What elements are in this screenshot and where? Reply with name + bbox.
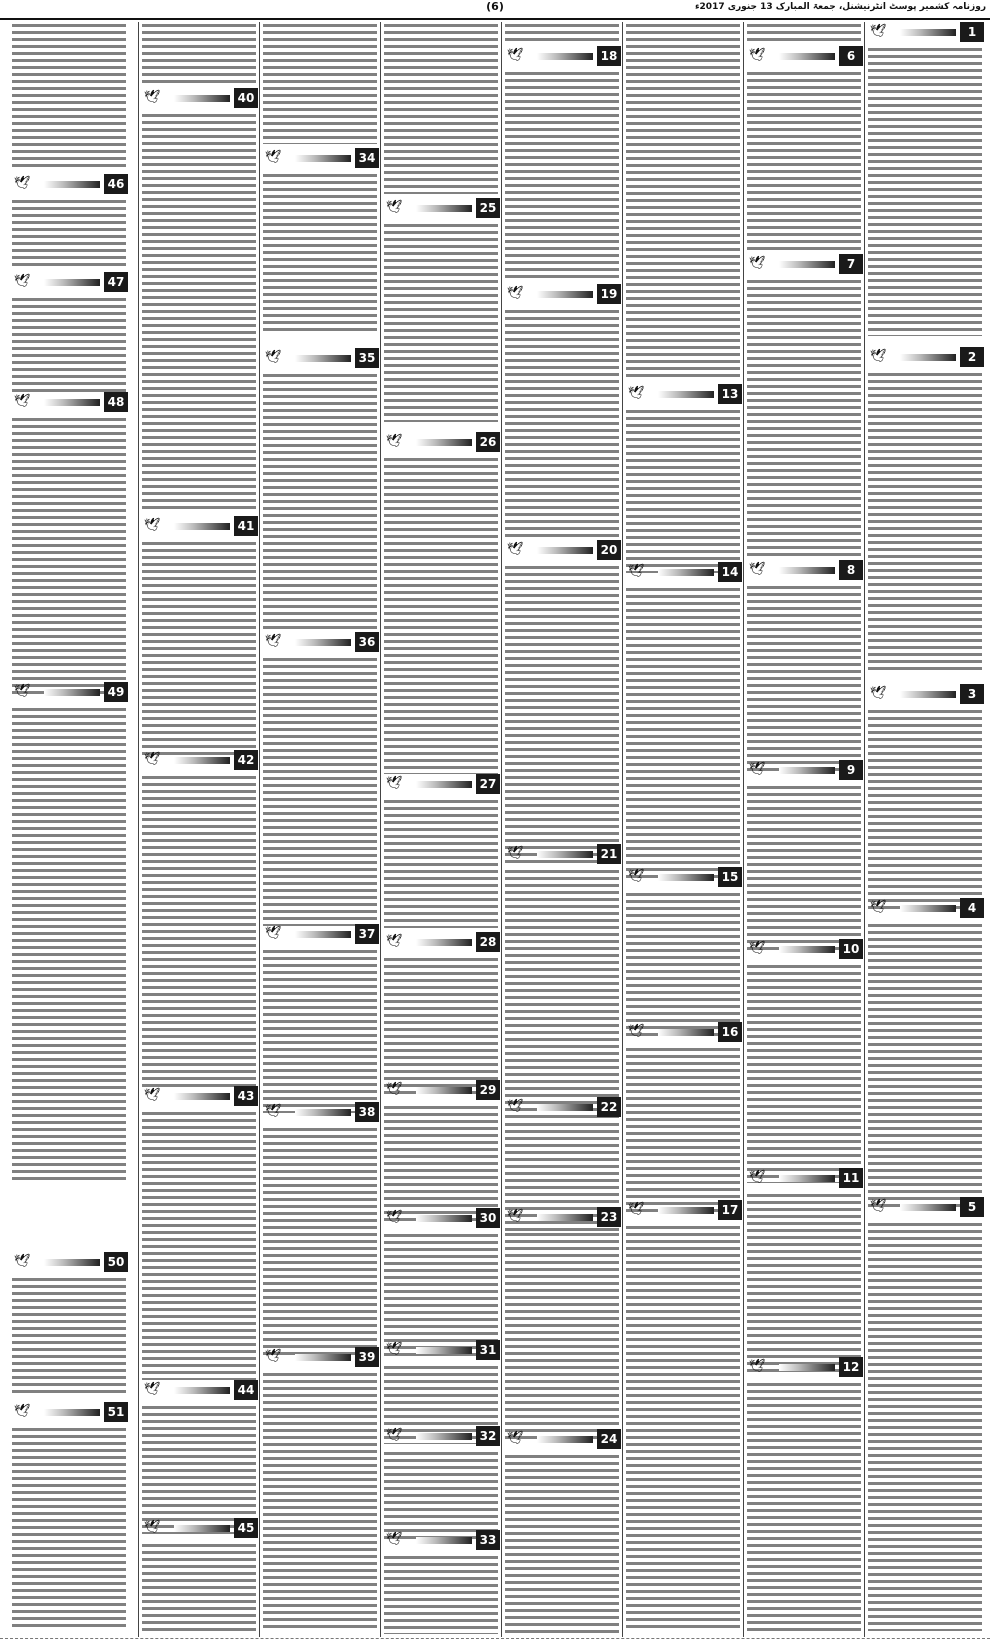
article-text	[384, 798, 498, 928]
news-item	[866, 347, 984, 369]
item-header-bar	[537, 1104, 593, 1111]
item-number: 28	[476, 932, 500, 952]
dove-icon: 🕊	[628, 1024, 645, 1039]
article-text	[505, 1231, 619, 1441]
item-header-bar	[416, 205, 472, 212]
item-header-bar	[900, 354, 956, 361]
dove-icon: 🕊	[386, 1532, 403, 1547]
column-5	[382, 22, 500, 1637]
article-text	[263, 1371, 377, 1631]
news-item	[261, 148, 379, 170]
dove-icon: 🕊	[144, 752, 161, 767]
article-text	[263, 372, 377, 632]
item-number: 45	[234, 1518, 258, 1538]
dove-icon: 🕊	[386, 1342, 403, 1357]
item-number: 37	[355, 924, 379, 944]
item-number: 35	[355, 348, 379, 368]
dove-icon: 🕊	[507, 286, 524, 301]
item-header-bar	[779, 53, 835, 60]
item-number: 33	[476, 1530, 500, 1550]
dove-icon: 🕊	[386, 1428, 403, 1443]
article-text	[626, 408, 740, 573]
item-header-bar	[295, 155, 351, 162]
article-text	[263, 656, 377, 926]
news-item	[382, 432, 500, 454]
item-number: 32	[476, 1426, 500, 1446]
dove-icon: 🕊	[265, 634, 282, 649]
item-number: 3	[960, 684, 984, 704]
news-item	[261, 1102, 379, 1124]
dove-icon: 🕊	[265, 1104, 282, 1119]
news-item	[866, 1197, 984, 1219]
item-header-bar	[416, 1087, 472, 1094]
item-header-bar	[174, 95, 230, 102]
item-header-bar	[900, 29, 956, 36]
item-number: 27	[476, 774, 500, 794]
item-header-bar	[658, 1207, 714, 1214]
news-item	[503, 1429, 621, 1451]
column-rule	[138, 22, 139, 1637]
item-number: 47	[104, 272, 128, 292]
article-text	[12, 22, 126, 167]
dove-icon: 🕊	[870, 24, 887, 39]
dove-icon: 🕊	[265, 350, 282, 365]
item-header-bar	[537, 1436, 593, 1443]
article-text	[263, 1126, 377, 1356]
news-item	[745, 1357, 863, 1379]
article-text	[384, 1232, 498, 1357]
article-text	[12, 198, 126, 270]
dove-icon: 🕊	[14, 176, 31, 191]
dove-icon: 🕊	[628, 386, 645, 401]
article-text	[384, 456, 498, 774]
column-8	[10, 22, 128, 1637]
news-item	[745, 254, 863, 276]
item-header-bar	[295, 1354, 351, 1361]
item-number: 18	[597, 46, 621, 66]
news-item	[382, 932, 500, 954]
news-item	[624, 384, 742, 406]
item-header-bar	[658, 1029, 714, 1036]
news-item	[382, 1208, 500, 1230]
item-header-bar	[658, 569, 714, 576]
item-number: 31	[476, 1340, 500, 1360]
item-header-bar	[779, 261, 835, 268]
column-rule	[743, 22, 744, 1637]
column-4	[503, 22, 621, 1637]
dove-icon: 🕊	[14, 684, 31, 699]
news-item	[140, 1380, 258, 1402]
dove-icon: 🕊	[870, 900, 887, 915]
news-item	[140, 1086, 258, 1108]
dove-icon: 🕊	[628, 1202, 645, 1217]
column-2	[745, 22, 863, 1637]
item-header-bar	[174, 757, 230, 764]
item-header-bar	[44, 399, 100, 406]
article-text	[384, 22, 498, 194]
article-text	[626, 1046, 740, 1216]
item-header-bar	[174, 1387, 230, 1394]
item-header-bar	[44, 1409, 100, 1416]
news-item	[10, 682, 128, 704]
dove-icon: 🕊	[749, 48, 766, 63]
item-number: 13	[718, 384, 742, 404]
item-number: 41	[234, 516, 258, 536]
news-item	[382, 198, 500, 220]
item-number: 43	[234, 1086, 258, 1106]
item-header-bar	[537, 851, 593, 858]
article-text	[868, 371, 982, 671]
news-item	[745, 560, 863, 582]
item-number: 22	[597, 1097, 621, 1117]
dove-icon: 🕊	[14, 394, 31, 409]
column-6	[261, 22, 379, 1637]
dove-icon: 🕊	[507, 1209, 524, 1224]
item-number: 15	[718, 867, 742, 887]
item-header-bar	[295, 639, 351, 646]
item-header-bar	[658, 874, 714, 881]
item-header-bar	[779, 1364, 835, 1371]
item-number: 8	[839, 560, 863, 580]
column-7	[140, 22, 258, 1637]
dove-icon: 🕊	[14, 1254, 31, 1269]
item-header-bar	[779, 1175, 835, 1182]
article-text	[626, 586, 740, 881]
article-text	[384, 1554, 498, 1634]
item-number: 23	[597, 1207, 621, 1227]
page-number: (6)	[486, 0, 504, 13]
dove-icon: 🕊	[144, 518, 161, 533]
news-item	[10, 272, 128, 294]
item-number: 30	[476, 1208, 500, 1228]
article-text	[505, 70, 619, 280]
news-item	[261, 1347, 379, 1369]
item-number: 49	[104, 682, 128, 702]
item-header-bar	[658, 391, 714, 398]
item-header-bar	[537, 53, 593, 60]
article-text	[626, 891, 740, 1036]
item-number: 46	[104, 174, 128, 194]
dove-icon: 🕊	[749, 941, 766, 956]
item-header-bar	[295, 1109, 351, 1116]
item-header-bar	[416, 1215, 472, 1222]
article-text	[12, 416, 126, 696]
dove-icon: 🕊	[628, 869, 645, 884]
item-number: 21	[597, 844, 621, 864]
item-header-bar	[416, 939, 472, 946]
item-number: 24	[597, 1429, 621, 1449]
item-header-bar	[900, 905, 956, 912]
article-text	[747, 784, 861, 952]
dove-icon: 🕊	[628, 564, 645, 579]
dove-icon: 🕊	[144, 1382, 161, 1397]
column-rule	[501, 22, 502, 1637]
dove-icon: 🕊	[386, 1210, 403, 1225]
item-number: 29	[476, 1080, 500, 1100]
article-text	[142, 1110, 256, 1380]
column-1	[866, 22, 984, 1637]
news-item	[503, 540, 621, 562]
item-number: 26	[476, 432, 500, 452]
article-text	[747, 963, 861, 1183]
article-text	[747, 584, 861, 774]
article-text	[12, 706, 126, 1181]
item-header-bar	[44, 279, 100, 286]
item-number: 17	[718, 1200, 742, 1220]
column-rule	[864, 22, 865, 1637]
item-number: 9	[839, 760, 863, 780]
article-text	[868, 922, 982, 1207]
item-number: 7	[839, 254, 863, 274]
item-number: 40	[234, 88, 258, 108]
item-number: 6	[839, 46, 863, 66]
article-text	[263, 22, 377, 144]
dove-icon: 🕊	[265, 926, 282, 941]
item-header-bar	[416, 781, 472, 788]
news-item	[382, 774, 500, 796]
dove-icon: 🕊	[507, 1099, 524, 1114]
article-text	[747, 278, 861, 556]
masthead	[0, 0, 990, 20]
news-item	[503, 46, 621, 68]
item-header-bar	[416, 1433, 472, 1440]
news-item	[382, 1426, 500, 1448]
article-text	[142, 22, 256, 84]
news-item	[624, 1200, 742, 1222]
article-text	[747, 70, 861, 250]
dove-icon: 🕊	[386, 776, 403, 791]
news-item	[866, 684, 984, 706]
article-text	[868, 708, 982, 913]
article-text	[384, 222, 498, 422]
article-text	[384, 1450, 498, 1540]
news-item	[866, 898, 984, 920]
news-item	[140, 88, 258, 110]
news-item	[382, 1340, 500, 1362]
news-item	[261, 924, 379, 946]
dove-icon: 🕊	[265, 1349, 282, 1364]
item-number: 39	[355, 1347, 379, 1367]
dove-icon: 🕊	[507, 1431, 524, 1446]
item-number: 44	[234, 1380, 258, 1400]
article-text	[505, 1453, 619, 1633]
article-text	[12, 296, 126, 396]
item-number: 2	[960, 347, 984, 367]
news-item	[140, 516, 258, 538]
item-header-bar	[295, 355, 351, 362]
news-item	[866, 22, 984, 44]
dove-icon: 🕊	[14, 1404, 31, 1419]
article-text	[626, 1224, 740, 1629]
column-3	[624, 22, 742, 1637]
item-header-bar	[537, 1214, 593, 1221]
article-text	[12, 1276, 126, 1396]
dove-icon: 🕊	[386, 434, 403, 449]
item-number: 4	[960, 898, 984, 918]
item-header-bar	[174, 1093, 230, 1100]
item-header-bar	[174, 1525, 230, 1532]
article-text	[868, 46, 982, 336]
news-item	[10, 392, 128, 414]
article-text	[505, 22, 619, 42]
page-footer-rule	[0, 1638, 990, 1645]
dove-icon: 🕊	[870, 686, 887, 701]
article-text	[747, 22, 861, 44]
article-text	[142, 1404, 256, 1534]
news-item	[503, 1097, 621, 1119]
item-header-bar	[295, 931, 351, 938]
item-number: 1	[960, 22, 984, 42]
item-header-bar	[900, 691, 956, 698]
dove-icon: 🕊	[749, 1359, 766, 1374]
dove-icon: 🕊	[144, 1088, 161, 1103]
dove-icon: 🕊	[386, 200, 403, 215]
item-header-bar	[416, 1347, 472, 1354]
dove-icon: 🕊	[386, 934, 403, 949]
news-item	[261, 348, 379, 370]
article-text	[142, 540, 256, 756]
article-text	[868, 1221, 982, 1631]
dove-icon: 🕊	[749, 256, 766, 271]
dove-icon: 🕊	[749, 1170, 766, 1185]
article-text	[505, 564, 619, 864]
item-header-bar	[779, 946, 835, 953]
item-number: 14	[718, 562, 742, 582]
article-text	[263, 172, 377, 332]
item-header-bar	[779, 567, 835, 574]
dove-icon: 🕊	[870, 349, 887, 364]
item-number: 16	[718, 1022, 742, 1042]
item-number: 38	[355, 1102, 379, 1122]
dove-icon: 🕊	[144, 1520, 161, 1535]
article-text	[747, 1381, 861, 1631]
article-text	[142, 112, 256, 512]
article-text	[384, 1104, 498, 1224]
article-text	[505, 308, 619, 538]
item-number: 51	[104, 1402, 128, 1422]
article-text	[142, 1542, 256, 1634]
item-number: 25	[476, 198, 500, 218]
column-rule	[259, 22, 260, 1637]
dove-icon: 🕊	[749, 562, 766, 577]
news-item	[503, 844, 621, 866]
article-text	[263, 948, 377, 1113]
item-number: 19	[597, 284, 621, 304]
news-item	[745, 46, 863, 68]
news-item	[745, 1168, 863, 1190]
article-text	[12, 1426, 126, 1631]
news-item	[140, 1518, 258, 1540]
item-number: 50	[104, 1252, 128, 1272]
news-item	[10, 1402, 128, 1424]
news-item	[624, 562, 742, 584]
item-number: 10	[839, 939, 863, 959]
news-item	[624, 867, 742, 889]
item-header-bar	[900, 1204, 956, 1211]
news-item	[503, 1207, 621, 1229]
article-text	[505, 868, 619, 1118]
column-rule	[380, 22, 381, 1637]
item-header-bar	[44, 689, 100, 696]
news-item	[382, 1530, 500, 1552]
dove-icon: 🕊	[265, 150, 282, 165]
news-item	[10, 174, 128, 196]
item-header-bar	[44, 181, 100, 188]
item-number: 11	[839, 1168, 863, 1188]
item-number: 34	[355, 148, 379, 168]
article-text	[384, 956, 498, 1096]
dove-icon: 🕊	[749, 762, 766, 777]
dove-icon: 🕊	[507, 542, 524, 557]
item-header-bar	[779, 767, 835, 774]
news-item	[745, 939, 863, 961]
dove-icon: 🕊	[14, 274, 31, 289]
item-number: 5	[960, 1197, 984, 1217]
dove-icon: 🕊	[507, 846, 524, 861]
item-header-bar	[44, 1259, 100, 1266]
column-rule	[622, 22, 623, 1637]
news-item	[503, 284, 621, 306]
dove-icon: 🕊	[870, 1199, 887, 1214]
item-header-bar	[416, 439, 472, 446]
item-header-bar	[537, 547, 593, 554]
dove-icon: 🕊	[507, 48, 524, 63]
item-number: 48	[104, 392, 128, 412]
news-item	[261, 632, 379, 654]
dove-icon: 🕊	[386, 1082, 403, 1097]
news-item	[382, 1080, 500, 1102]
item-number: 36	[355, 632, 379, 652]
item-header-bar	[416, 1537, 472, 1544]
item-number: 42	[234, 750, 258, 770]
item-number: 12	[839, 1357, 863, 1377]
item-number: 20	[597, 540, 621, 560]
article-text	[626, 22, 740, 377]
article-text	[747, 1192, 861, 1372]
dove-icon: 🕊	[144, 90, 161, 105]
news-item	[624, 1022, 742, 1044]
item-header-bar	[174, 523, 230, 530]
news-item	[10, 1252, 128, 1274]
news-item	[140, 750, 258, 772]
item-header-bar	[537, 291, 593, 298]
masthead-title: روزنامہ کشمیر پوسٹ انٹرنیشنل، جمعۃ المبارک 13 جنوری 2017ء	[694, 2, 986, 12]
article-text	[142, 774, 256, 1090]
news-item	[745, 760, 863, 782]
